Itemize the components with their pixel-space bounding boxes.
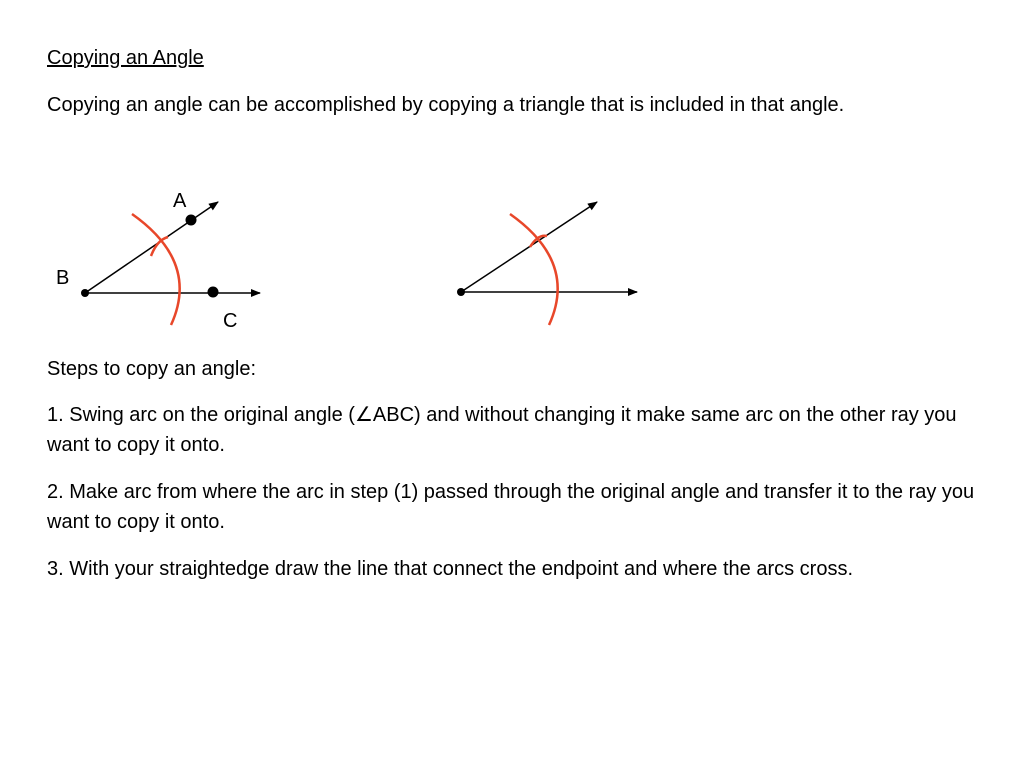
point-a: [186, 215, 197, 226]
step-3: 3. With your straightedge draw the line that connect the endpoint and where the arcs cross.: [47, 558, 854, 580]
angle-symbol: ∠: [354, 404, 373, 426]
intro-text: Copying an angle can be accomplished by copying a triangle that is included in that angle.: [47, 94, 845, 116]
ray-ba: [85, 202, 218, 293]
original-angle: [56, 190, 260, 332]
steps-heading: Steps to copy an angle:: [47, 358, 257, 380]
angle-name: ABC: [372, 404, 415, 426]
label-c: C: [223, 310, 238, 332]
step-1-suffix: ) and without changing it make same arc on the other ray you want to copy it onto.: [47, 404, 957, 456]
step-2: 2. Make arc from where the arc in step (1) passed through the original angle and transfer it to the ray you want to copy it onto.: [47, 481, 975, 533]
point-c: [208, 287, 219, 298]
point-b: [81, 289, 89, 297]
step-1: [47, 400, 977, 460]
copied-angle: [457, 202, 637, 325]
original-large-arc: [132, 214, 180, 325]
slide-title: Copying an Angle: [47, 47, 204, 69]
label-a: A: [173, 190, 187, 212]
copied-ray-upper: [461, 202, 597, 292]
copied-vertex: [457, 288, 465, 296]
step-1-prefix: 1. Swing arc on the original angle (: [47, 404, 355, 426]
label-b: B: [56, 267, 70, 289]
copied-large-arc: [510, 214, 558, 325]
